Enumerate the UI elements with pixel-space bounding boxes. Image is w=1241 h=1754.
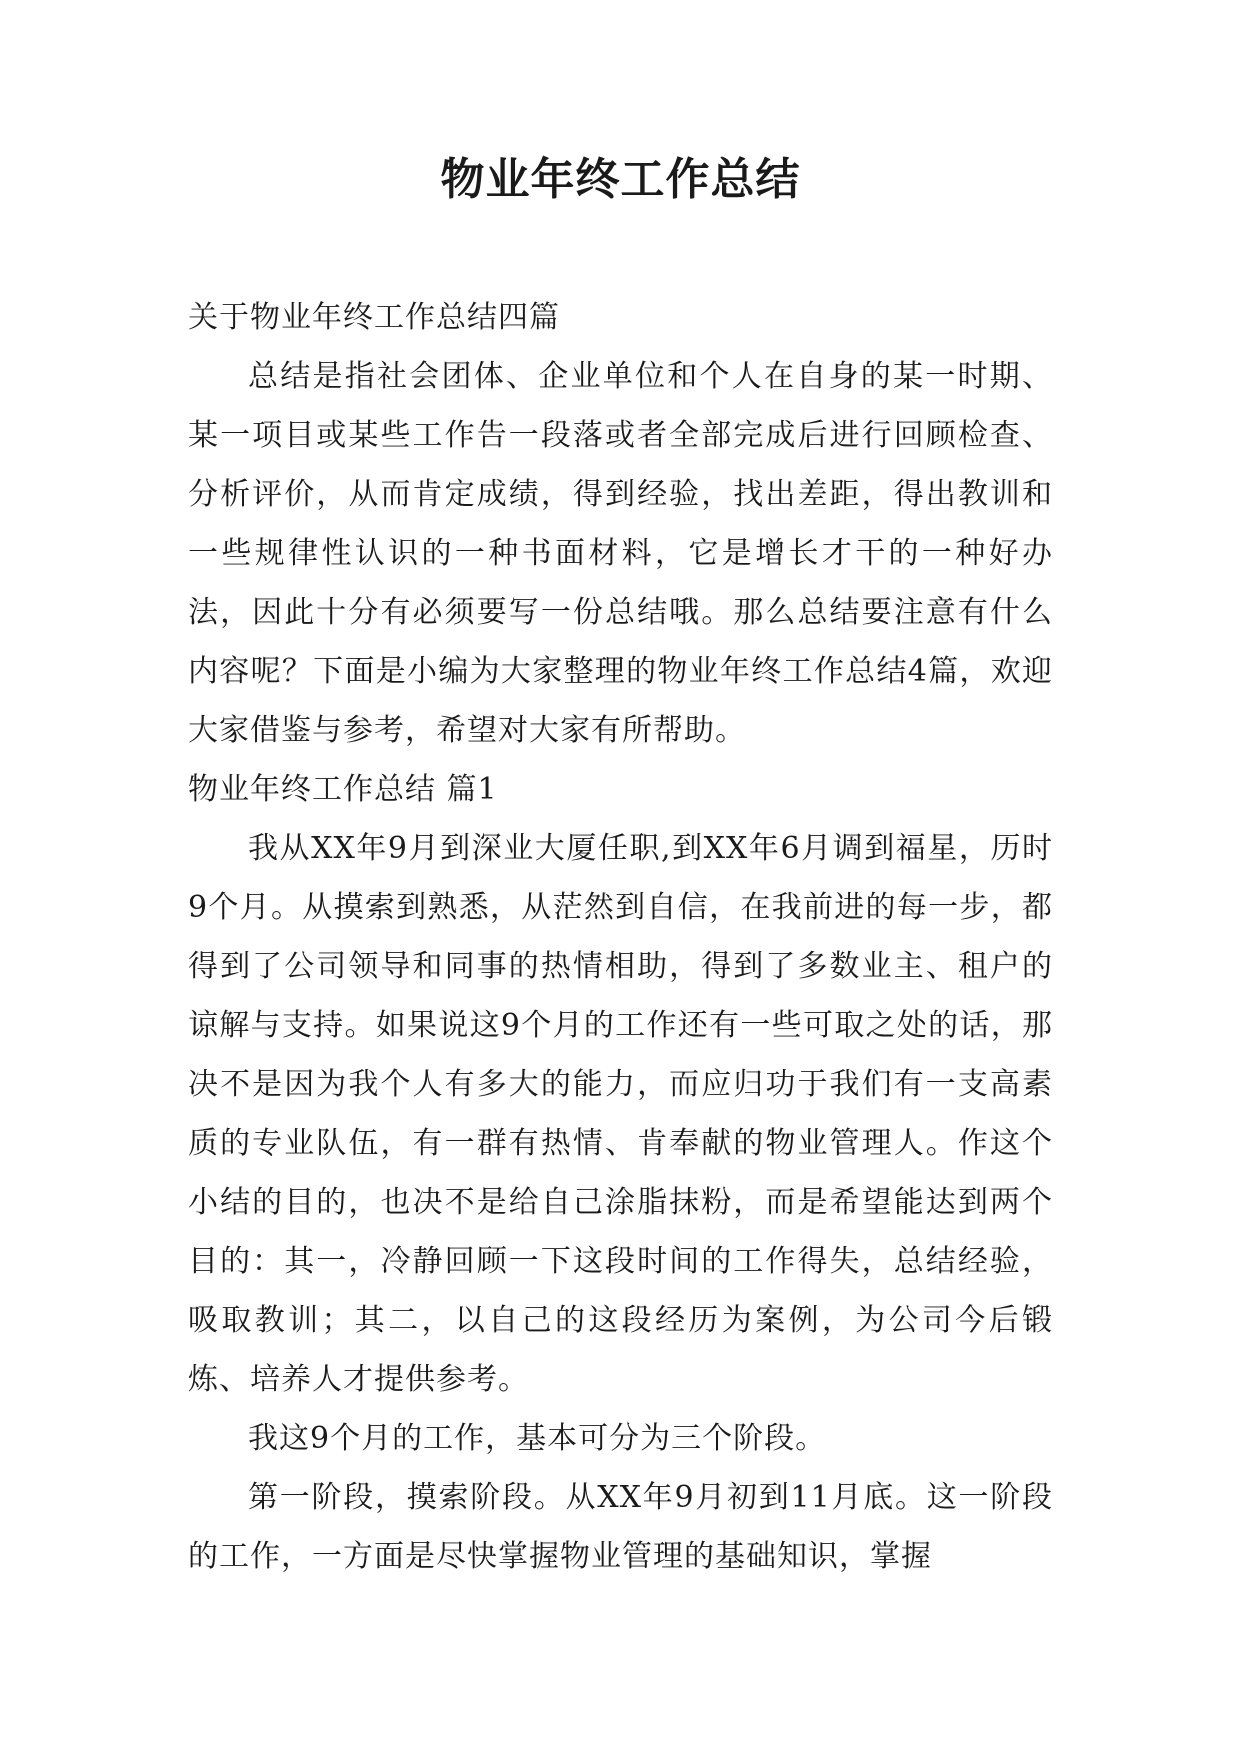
document-body xyxy=(188,288,1053,1586)
body-paragraph: 我从XX年9月到深业大厦任职,到XX年6月调到福星，历时9个月。从摸索到熟悉，从茫然到自信，在我前进的每一步，都得到了公司领导和同事的热情相助，得到了多数业主、租户的谅解与支持。如果说这9个月的工作还有一些可取之处的话，那决不是因为我个人有多大的能力，而应归功于我们有一支高素质的专业队伍，有一群有热情、肯奉献的物业管理人。作这个小结的目的，也决不是给自己涂脂抹粉，而是希望能达到两个目的：其一，冷静回顾一下这段时间的工作得失，总结经验，吸取教训；其二，以自己的这段经历为案例，为公司今后锻炼、培养人才提供参考。 xyxy=(188,831,1053,1397)
section-heading-1: 物业年终工作总结 篇1 xyxy=(188,772,498,807)
subtitle-heading: 关于物业年终工作总结四篇 xyxy=(188,300,560,335)
body-paragraph: 我这9个月的工作，基本可分为三个阶段。 xyxy=(248,1421,827,1456)
page-title: 物业年终工作总结 xyxy=(440,154,801,205)
body-paragraph: 第一阶段，摸索阶段。从XX年9月初到11月底。这一阶段的工作，一方面是尽快掌握物业管理的基础知识，掌握 xyxy=(188,1480,1053,1574)
intro-paragraph: 总结是指社会团体、企业单位和个人在自身的某一时期、某一项目或某些工作告一段落或者全部完成后进行回顾检查、分析评价，从而肯定成绩，得到经验，找出差距，得出教训和一些规律性认识的一种书面材料，它是增长才干的一种好办法，因此十分有必须要写一份总结哦。那么总结要注意有什么内容呢？下面是小编为大家整理的物业年终工作总结4篇，欢迎大家借鉴与参考，希望对大家有所帮助。 xyxy=(188,359,1053,748)
